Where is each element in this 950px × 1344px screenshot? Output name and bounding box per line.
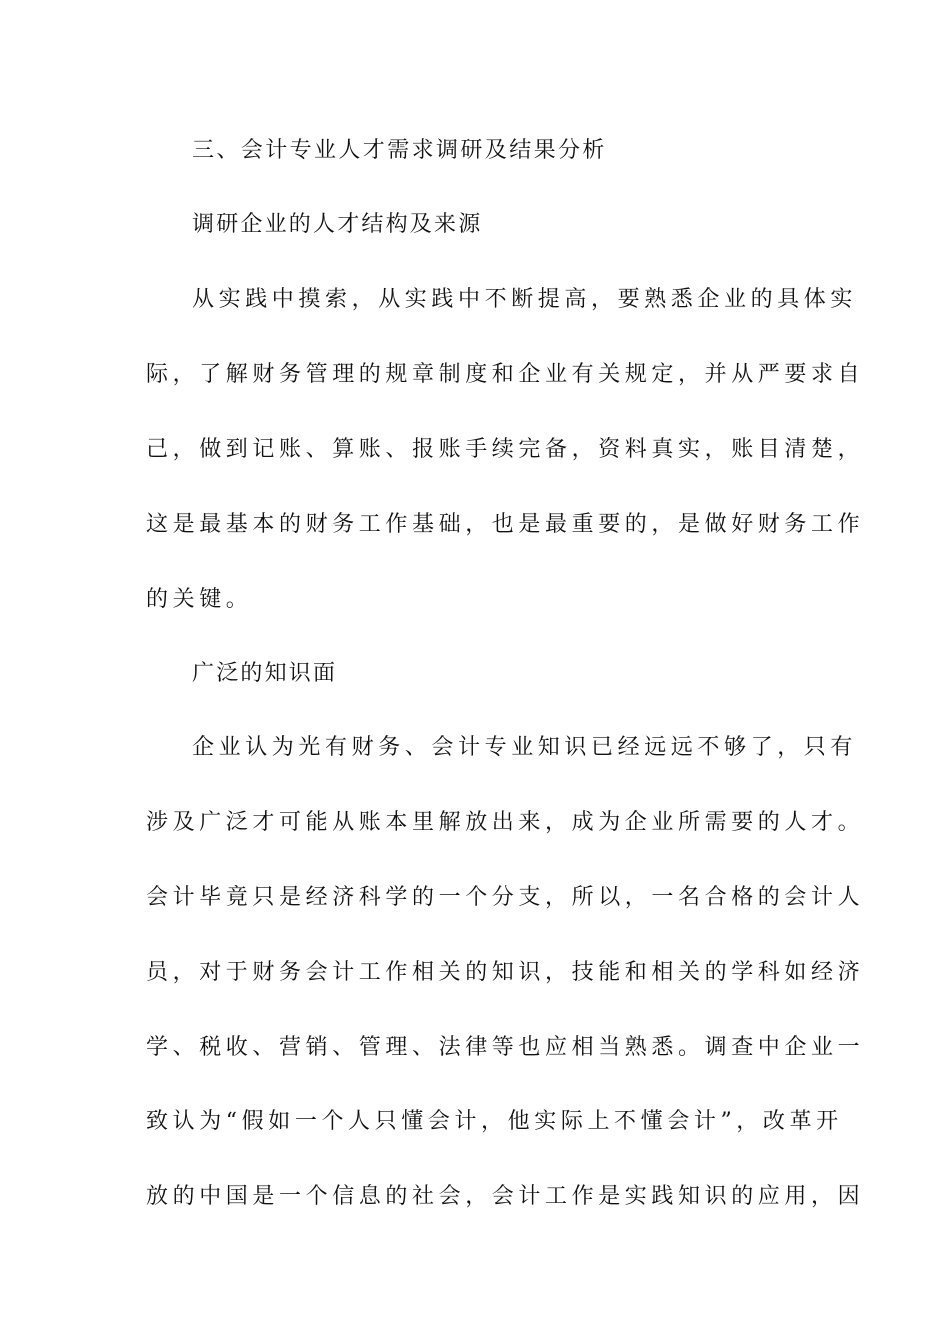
subheading-talent-structure: 调研企业的人才结构及来源 — [192, 212, 483, 237]
subheading-knowledge: 广泛的知识面 — [192, 661, 338, 686]
section-heading: 三、会计专业人才需求调研及结果分析 — [192, 138, 607, 163]
paragraph-line: 从实践中摸索，从实践中不断提高，要熟悉企业的具体实 — [192, 287, 858, 312]
paragraph-line: 己，做到记账、算账、报账手续完备，资料真实，账目清楚， — [146, 437, 865, 462]
paragraph-line: 致认为“假如一个人只懂会计，他实际上不懂会计”，改革开 — [146, 1109, 843, 1134]
paragraph-line: 际，了解财务管理的规章制度和企业有关规定，并从严要求自 — [146, 362, 865, 387]
paragraph-line: 企业认为光有财务、会计专业知识已经远远不够了，只有 — [192, 735, 858, 760]
paragraph-line: 学、税收、营销、管理、法律等也应相当熟悉。调查中企业一 — [146, 1035, 865, 1060]
paragraph-line: 涉及广泛才可能从账本里解放出来，成为企业所需要的人才。 — [146, 810, 865, 835]
paragraph-line: 的关键。 — [146, 587, 253, 612]
paragraph-line: 会计毕竟只是经济科学的一个分支，所以，一名合格的会计人 — [146, 885, 865, 910]
paragraph-line: 放的中国是一个信息的社会，会计工作是实践知识的应用，因 — [146, 1184, 865, 1209]
paragraph-line: 员，对于财务会计工作相关的知识，技能和相关的学科如经济 — [146, 960, 865, 985]
paragraph-line: 这是最基本的财务工作基础，也是最重要的，是做好财务工作 — [146, 512, 865, 537]
